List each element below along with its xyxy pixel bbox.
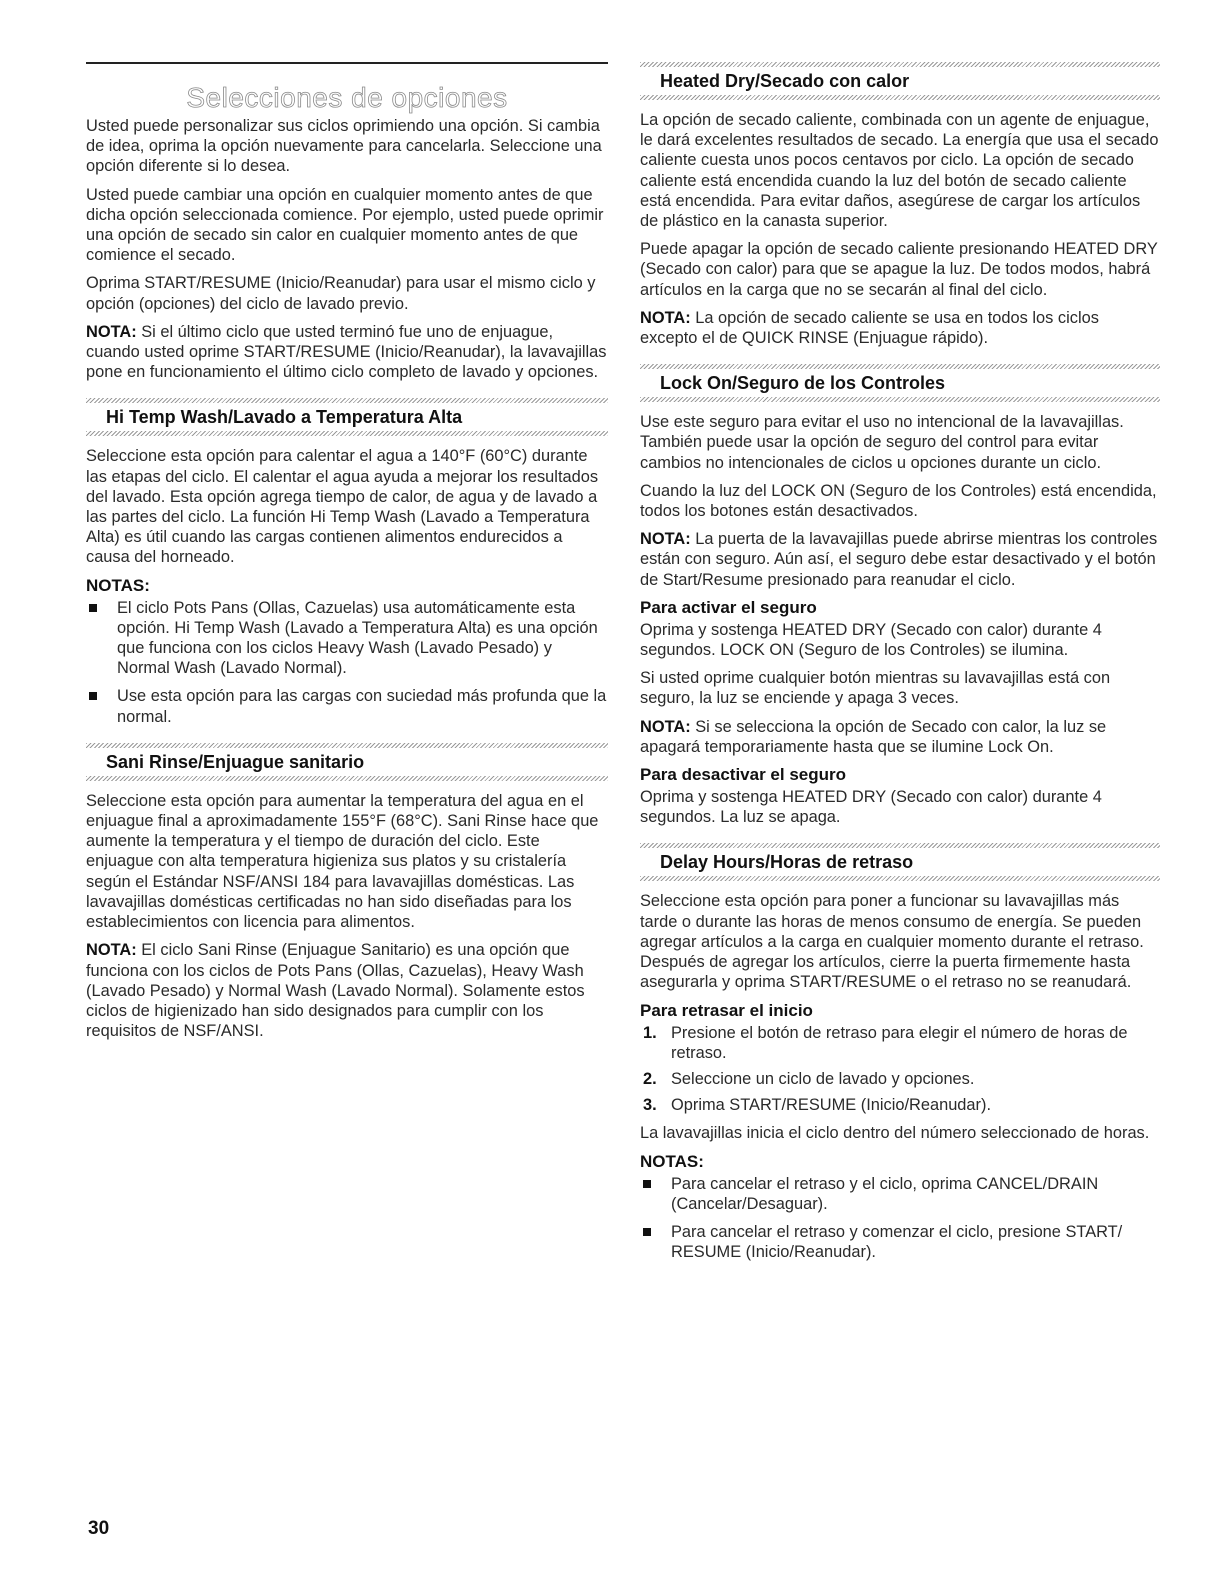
hatch-rule — [640, 95, 1160, 100]
intro-paragraph: Oprima START/RESUME (Inicio/Reanudar) para usar el mismo ciclo y opción (opciones) del ciclo de lavado previo. — [86, 274, 596, 313]
note-label: NOTA: — [86, 941, 137, 960]
step-text: Oprima START/RESUME (Inicio/Reanudar). — [671, 1096, 992, 1115]
section-title: Heated Dry/Secado con calor — [660, 71, 910, 91]
list-item: El ciclo Pots Pans (Ollas, Cazuelas) usa automáticamente esta opción. Hi Temp Wash (Lavado a Temperatura Alta) es una opción que funciona con los ciclos Heavy Wash (Lavado Pesado) y Normal Wash (Lavado Normal). — [86, 598, 608, 679]
section-header-delay-hours — [640, 843, 1160, 881]
note-label: NOTA: — [640, 530, 691, 549]
left-column — [86, 62, 608, 1049]
intro-paragraph: Usted puede personalizar sus ciclos oprimiendo una opción. Si cambia de idea, oprima la opción nuevamente para cancelarla. Seleccione una opción diferente si lo desea. — [86, 117, 602, 176]
step-number: 1. — [643, 1023, 657, 1042]
section-header-lock-on — [640, 364, 1160, 402]
step-item — [640, 1095, 1160, 1115]
note-text: El ciclo Sani Rinse (Enjuague Sanitario) es una opción que funciona con los ciclos de Pots Pans (Ollas, Cazuelas), Heavy Wash (Lavado Pesado) y Normal Wash (Lavado Normal). Solamente estos ciclos de higienizado han sido designados para cumplir con los requisitos de NSF/ANSI. — [86, 941, 585, 1041]
activate-lock-paragraph: Si usted oprime cualquier botón mientras su lavavajillas está con seguro, la luz se enciende y apaga 3 veces. — [640, 669, 1111, 708]
deactivate-lock-paragraph: Oprima y sostenga HEATED DRY (Secado con calor) durante 4 segundos. La luz se apaga. — [640, 788, 1102, 827]
delay-hours-after: La lavavajillas inicia el ciclo dentro del número seleccionado de horas. — [640, 1124, 1150, 1143]
note-text: La puerta de la lavavajillas puede abrirse mientras los controles están con seguro. Aún así, el seguro debe estar desactivado y el botón de Start/Resume presionado para reanudar el ciclo. — [640, 530, 1158, 589]
hatch-rule — [86, 431, 608, 436]
heated-dry-paragraph: Puede apagar la opción de secado caliente presionando HEATED DRY (Secado con calor) para que se apague la luz. De todos modos, habrá artículos en la carga que no se secarán al final del ciclo. — [640, 240, 1158, 299]
note-label: NOTA: — [640, 717, 691, 736]
list-item: Use esta opción para las cargas con suciedad más profunda que la normal. — [86, 686, 608, 726]
delay-start-heading: Para retrasar el inicio — [640, 1000, 813, 1020]
sani-rinse-body: Seleccione esta opción para aumentar la temperatura del agua en el enjuague final a aproximadamente 155°F (68°C). Sani Rinse hace que aumente la temperatura y el tiempo de duración del ciclo. Este enjuague con alta temperatura higieniza sus platos y su cristalería según el Estándar NSF/ANSI 184 para lavavajillas domésticas. Las lavavajillas domésticas certificadas no han sido diseñadas para los establecimientos con licencia para alimentos. — [86, 791, 599, 932]
note-label: NOTA: — [86, 322, 137, 341]
page-title: Selecciones de opciones — [186, 82, 508, 113]
step-item — [640, 1023, 1160, 1063]
right-column — [640, 62, 1160, 1270]
note-text: Si el último ciclo que usted terminó fue uno de enjuague, cuando usted oprime START/RESUME (Inicio/Reanudar), la lavavajillas pone en funcionamiento el último ciclo completo de lavado y opciones. — [86, 322, 607, 382]
step-text: Presione el botón de retraso para elegir el número de horas de retraso. — [671, 1023, 1128, 1062]
sani-rinse-note — [86, 940, 608, 1041]
delay-hours-body: Seleccione esta opción para poner a funcionar su lavavajillas más tarde o durante las horas de menos consumo de energía. Se pueden agregar artículos a la carga en cualquier momento durante el retraso. Después de agregar los artículos, cierre la puerta firmemente hasta asegurarla y oprima START/RESUME o el retraso no se reanudará. — [640, 892, 1144, 992]
top-rule — [86, 62, 608, 64]
step-number: 2. — [643, 1069, 657, 1088]
intro-paragraph: Usted puede cambiar una opción en cualquier momento antes de que dicha opción seleccionada comience. Por ejemplo, usted puede oprimir una opción de secado sin calor en cualquier momento antes de que comience el secado. — [86, 185, 604, 265]
section-title: Sani Rinse/Enjuague sanitario — [106, 751, 365, 772]
page-number: 30 — [88, 1518, 110, 1539]
delay-notes-list — [640, 1174, 1160, 1263]
section-header-sani-rinse — [86, 743, 608, 781]
hatch-rule — [640, 397, 1160, 402]
hi-temp-body: Seleccione esta opción para calentar el agua a 140°F (60°C) durante las etapas del ciclo. El calentar el agua ayuda a mejorar los resultados del lavado. Esta opción agrega tiempo de calor, de agua y de lavado a las partes del ciclo. La función Hi Temp Wash (Lavado a Temperatura Alta) es útil cuando las cargas contienen alimentos endurecidos a causa del horneado. — [86, 447, 599, 567]
delay-steps-list — [640, 1023, 1160, 1116]
note-text: La opción de secado caliente se usa en todos los ciclos excepto el de QUICK RINSE (Enjuague rápido). — [640, 308, 1099, 348]
heated-dry-paragraph: La opción de secado caliente, combinada con un agente de enjuague, le dará excelentes resultados de secado. La energía que usa el secado caliente cuesta unos pocos centavos por ciclo. La opción de secado caliente está encendida cuando la luz del botón de secado caliente está encendida. Para evitar daños, asegúrese de cargar los artículos de plástico en la canasta superior. — [640, 111, 1159, 231]
step-item — [640, 1069, 1160, 1089]
hatch-rule — [86, 776, 608, 781]
list-item: Para cancelar el retraso y el ciclo, oprima CANCEL/DRAIN (Cancelar/Desaguar). — [640, 1174, 1160, 1214]
activate-lock-heading: Para activar el seguro — [640, 597, 817, 617]
list-item: Para cancelar el retraso y comenzar el ciclo, presione START/ RESUME (Inicio/Reanudar). — [640, 1222, 1160, 1262]
section-title: Hi Temp Wash/Lavado a Temperatura Alta — [106, 407, 463, 428]
section-header-heated-dry — [640, 62, 1160, 100]
lock-on-note — [640, 717, 1160, 757]
lock-on-paragraph: Use este seguro para evitar el uso no intencional de la lavavajillas. También puede usar la opción de seguro del control para evitar cambios no intencionales de ciclos u opciones durante un ciclo. — [640, 413, 1124, 472]
heated-dry-note — [640, 308, 1160, 348]
notes-label: NOTAS: — [640, 1151, 704, 1171]
deactivate-lock-heading: Para desactivar el seguro — [640, 765, 847, 785]
hi-temp-notes-list — [86, 598, 608, 727]
intro-note — [86, 322, 608, 383]
note-text: Si se selecciona la opción de Secado con calor, la luz se apagará temporariamente hasta que se ilumine Lock On. — [640, 717, 1107, 756]
activate-lock-paragraph: Oprima y sostenga HEATED DRY (Secado con calor) durante 4 segundos. LOCK ON (Seguro de los Controles) se ilumina. — [640, 620, 1102, 660]
lock-on-note — [640, 529, 1160, 590]
step-number: 3. — [643, 1096, 657, 1115]
lock-on-paragraph: Cuando la luz del LOCK ON (Seguro de los Controles) está encendida, todos los botones están desactivados. — [640, 481, 1157, 521]
hatch-rule — [640, 876, 1160, 881]
section-header-hi-temp — [86, 398, 608, 436]
section-title: Delay Hours/Horas de retraso — [660, 852, 914, 873]
note-label: NOTA: — [640, 308, 691, 327]
section-title: Lock On/Seguro de los Controles — [660, 373, 946, 394]
notes-label: NOTAS: — [86, 575, 150, 595]
step-text: Seleccione un ciclo de lavado y opciones. — [671, 1069, 975, 1088]
